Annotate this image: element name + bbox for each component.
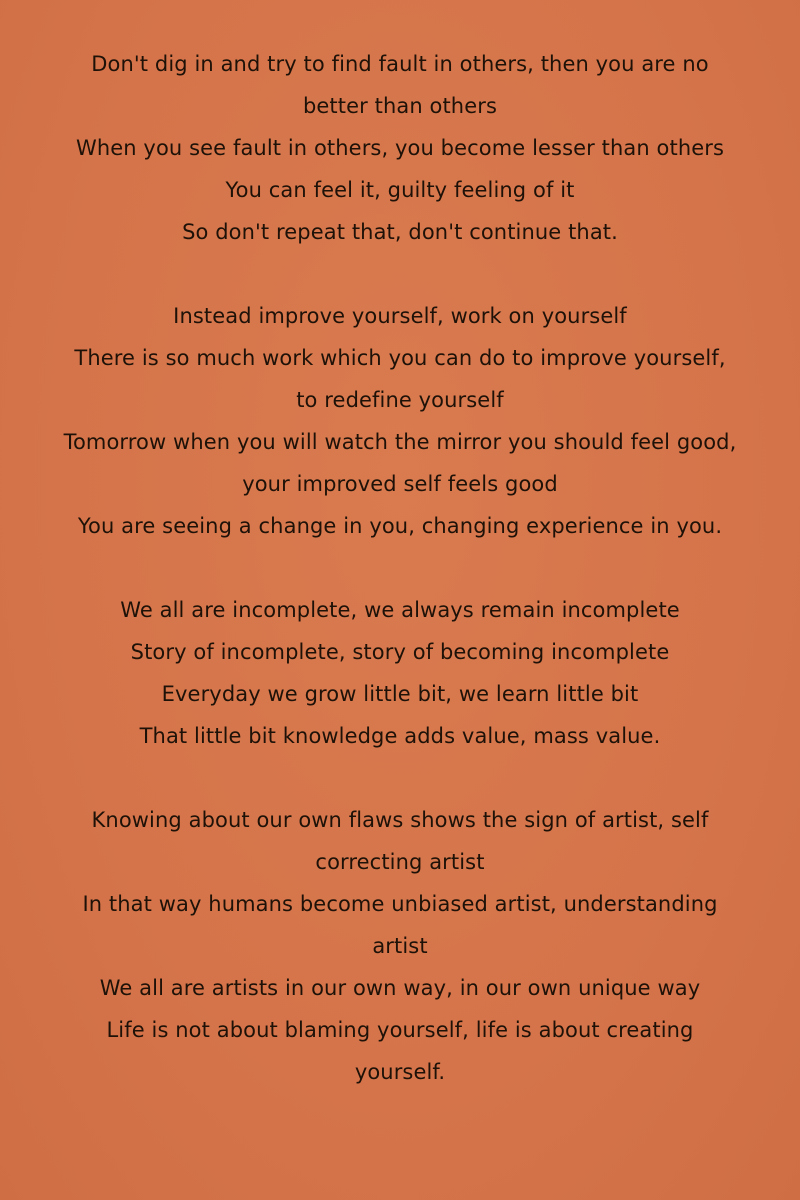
stanza-1 <box>40 43 760 253</box>
poem-line: Instead improve yourself, work on yourself <box>173 304 627 328</box>
stanza-2 <box>40 295 760 547</box>
poem-line: You can feel it, guilty feeling of it <box>225 178 575 202</box>
poem-line: your improved self feels good <box>242 472 558 496</box>
poem-line: Knowing about our own flaws shows the sign of artist, self <box>91 808 709 832</box>
poem-line: So don't repeat that, don't continue that. <box>182 220 618 244</box>
stanza-3 <box>40 589 760 757</box>
poem-line: We all are incomplete, we always remain incomplete <box>120 598 680 622</box>
poem-line: Life is not about blaming yourself, life is about creating <box>106 1018 694 1042</box>
poem-line: Story of incomplete, story of becoming incomplete <box>130 640 670 664</box>
poem-body <box>40 43 760 1093</box>
poem-line: When you see fault in others, you become lesser than others <box>75 136 725 160</box>
poem-line: You are seeing a change in you, changing experience in you. <box>77 514 723 538</box>
poem-line: yourself. <box>354 1060 446 1084</box>
poem-line: Everyday we grow little bit, we learn little bit <box>161 682 639 706</box>
stanza-4 <box>40 799 760 1093</box>
poem-line: correcting artist <box>315 850 485 874</box>
poem-line: There is so much work which you can do to improve yourself, <box>74 346 726 370</box>
poem-line: That little bit knowledge adds value, mass value. <box>139 724 661 748</box>
poem-line: artist <box>372 934 428 958</box>
poem-line: We all are artists in our own way, in our own unique way <box>99 976 701 1000</box>
poem-line: better than others <box>302 94 498 118</box>
poem-line: In that way humans become unbiased artist, understanding <box>82 892 718 916</box>
poem-line: to redefine yourself <box>296 388 504 412</box>
poem-line: Don't dig in and try to find fault in others, then you are no <box>91 52 709 76</box>
poem-line: Tomorrow when you will watch the mirror you should feel good, <box>63 430 737 454</box>
